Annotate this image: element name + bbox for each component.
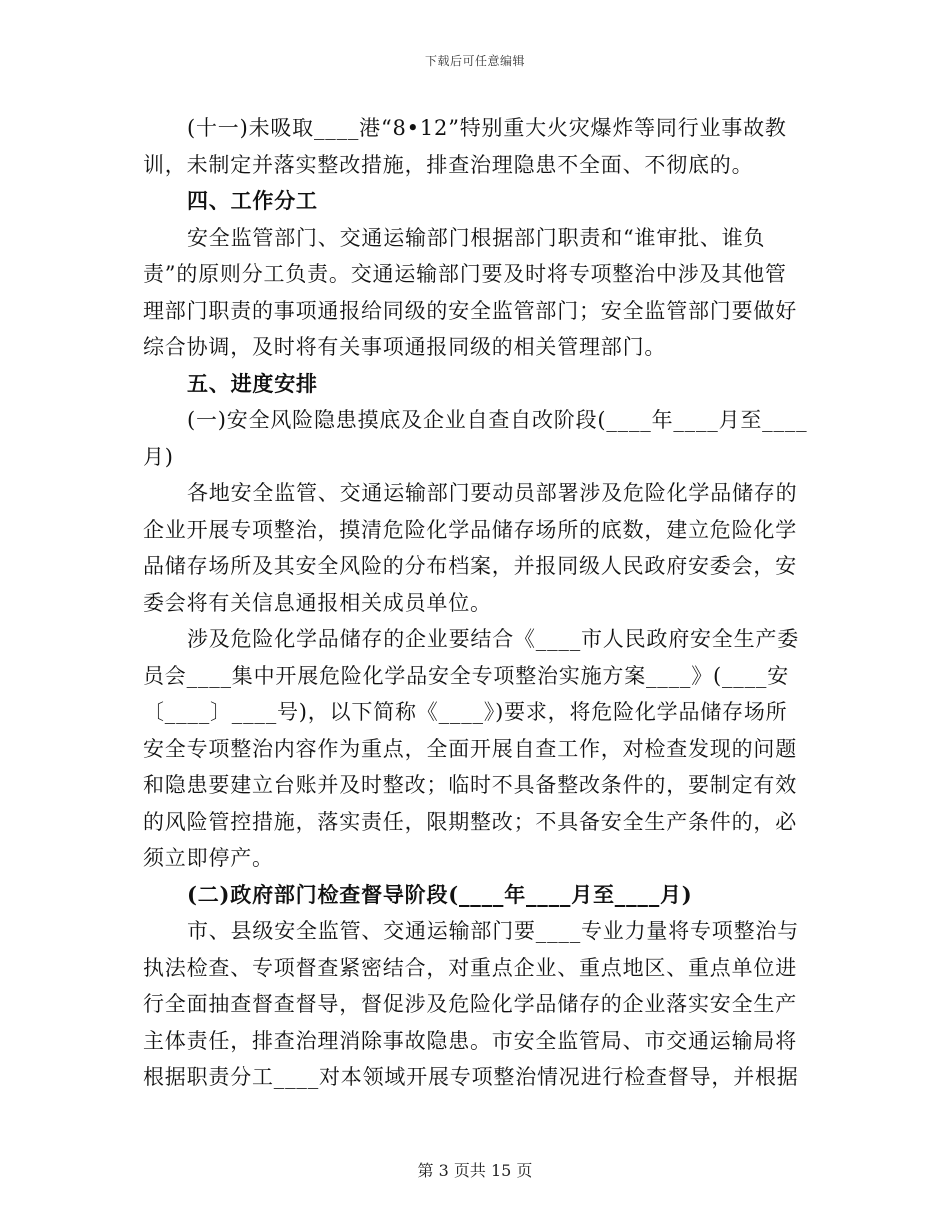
body-text-line: 责”的原则分工负责。交通运输部门要及时将专项整治中涉及其他管 [143,262,787,286]
body-text-line: 训，未制定并落实整改措施，排查治理隐患不全面、不彻底的。 [143,152,754,177]
body-text-line: 安全专项整治内容作为重点，全面开展自查工作，对检查发现的问题 [143,736,797,761]
body-text-line: 综合协调，及时将有关事项通报同级的相关管理部门。 [143,335,667,359]
body-text-line: 主体责任，排查治理消除事故隐患。市安全监管局、市交通运输局将 [143,1028,797,1053]
body-text-line: 〔____〕____号)，以下简称《____》)要求，将危险化学品储存场所 [143,700,788,724]
page-header: 下载后可任意编辑 [424,54,525,68]
body-text-line: 月) [143,444,174,469]
body-text-line: 执法检查、专项督查紧密结合，对重点企业、重点地区、重点单位进 [143,955,797,980]
body-text-line: (十一)未吸取____港“8•12”特别重大火灾爆炸等同行业事故教 [187,116,787,140]
body-text-line: 理部门职责的事项通报给同级的安全监管部门；安全监管部门要做好 [143,298,797,323]
body-text-line: 和隐患要建立台账并及时整改；临时不具备整改条件的，要制定有效 [143,773,797,797]
section-heading-line: 四、工作分工 [187,188,318,213]
body-text-line: 的风险管控措施，落实责任，限期整改；不具备安全生产条件的，必 [143,809,797,834]
body-text-line: 市、县级安全监管、交通运输部门要____专业力量将专项整治与 [187,919,799,943]
body-text-line: 涉及危险化学品储存的企业要结合《____市人民政府安全生产委 [187,627,799,651]
body-text-line: 企业开展专项整治，摸清危险化学品储存场所的底数，建立危险化学 [143,517,797,542]
body-text-line: 各地安全监管、交通运输部门要动员部署涉及危险化学品储存的 [187,481,798,505]
section-heading-line: (二)政府部门检查督导阶段(____年____月至____月) [187,881,693,907]
page-footer: 第 3 页共 15 页 [417,1161,533,1180]
body-text-line: 安全监管部门、交通运输部门根据部门职责和“谁审批、谁负 [187,225,766,250]
body-text-line: 品储存场所及其安全风险的分布档案，并报同级人民政府安委会，安 [143,554,797,578]
body-text-line: 须立即停产。 [143,846,274,870]
body-text-line: 员会____集中开展危险化学品安全专项整治实施方案____》(____安 [143,663,789,688]
section-heading-line: 五、进度安排 [187,370,318,396]
body-text-line: 行全面抽查督查督导，督促涉及危险化学品储存的企业落实安全生产 [143,992,797,1016]
body-text-line: (一)安全风险隐患摸底及企业自查自改阶段(____年____月至____ [187,408,808,432]
document-body [143,110,808,1096]
body-text-line: 委会将有关信息通报相关成员单位。 [143,590,492,615]
body-text-line: 根据职责分工____对本领域开展专项整治情况进行检查督导，并根据 [143,1065,799,1089]
